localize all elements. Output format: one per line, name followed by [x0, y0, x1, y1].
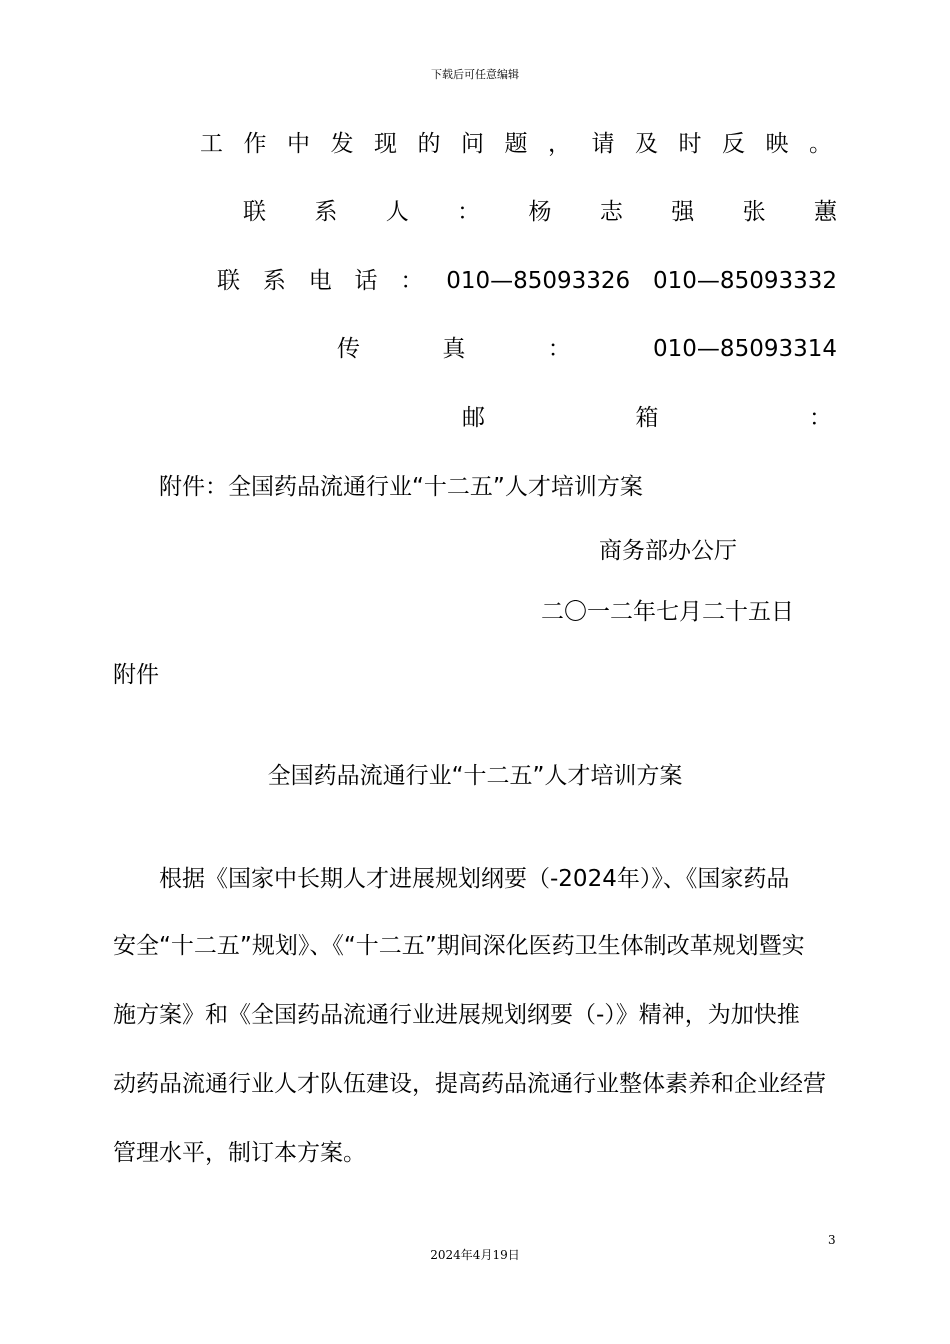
- label-char: ：: [457, 199, 481, 225]
- phone-number: 010—85093326: [446, 268, 631, 294]
- char: 问: [461, 131, 484, 157]
- label-char: 传: [337, 336, 360, 362]
- name-char: 强: [671, 199, 695, 225]
- label-char: 箱: [635, 405, 659, 431]
- phone-number: 010—85093332: [653, 268, 837, 294]
- signature-office: 商务部办公厅: [599, 538, 737, 564]
- notice-line: [200, 128, 832, 160]
- label-char: ：: [400, 268, 424, 294]
- label-char: ：: [809, 405, 832, 431]
- name-char: 杨: [528, 199, 552, 225]
- char: 题: [504, 131, 528, 157]
- char: 作: [243, 131, 267, 157]
- body-line: 施方案》和《全国药品流通行业进展规划纲要（-）》精神，为加快推: [113, 1002, 800, 1028]
- page-number: 3: [828, 1233, 836, 1247]
- label-char: 联: [243, 199, 266, 225]
- body-line: 根据《国家中长期人才进展规划纲要（-2024年）》、《国家药品: [159, 866, 790, 892]
- label-char: 电: [308, 268, 332, 294]
- label-char: 话: [354, 268, 378, 294]
- char: 反: [722, 131, 745, 157]
- char: 。: [809, 131, 832, 157]
- label-char: 人: [385, 199, 409, 225]
- body-line: 安全“十二五”规划》、《“十二五”期间深化医药卫生体制改革规划暨实: [113, 933, 805, 959]
- body-line: 动药品流通行业人才队伍建设，提高药品流通行业整体素养和企业经营: [113, 1071, 826, 1097]
- char: ，: [548, 131, 571, 157]
- signature-date: 二〇一二年七月二十五日: [541, 599, 794, 625]
- footer-date: 2024年4月19日: [430, 1248, 520, 1262]
- name-char: 蕙: [814, 199, 837, 225]
- fax-number: 010—85093314: [653, 336, 837, 362]
- name-char: 志: [599, 199, 623, 225]
- char: 工: [200, 131, 223, 157]
- char: 的: [417, 131, 441, 157]
- attachment-heading: 附件: [113, 662, 159, 688]
- label-char: 真: [442, 336, 466, 362]
- label-char: 系: [314, 199, 338, 225]
- contact-phone-line: [217, 265, 837, 297]
- contact-email-line: [462, 402, 832, 434]
- char: 请: [591, 131, 615, 157]
- label-char: 联: [217, 268, 240, 294]
- char: 中: [287, 131, 310, 157]
- label-char: ：: [547, 336, 571, 362]
- attachment-line: 附件：全国药品流通行业“十二五”人才培训方案: [159, 474, 643, 500]
- header-note: 下载后可任意编辑: [431, 68, 519, 81]
- char: 发: [330, 131, 354, 157]
- label-char: 系: [262, 268, 286, 294]
- contact-person-line: [243, 196, 837, 228]
- doc-title: 全国药品流通行业“十二五”人才培训方案: [267, 763, 683, 789]
- char: 映: [765, 131, 789, 157]
- contact-fax-line: [337, 333, 837, 365]
- char: 现: [374, 131, 397, 157]
- label-char: 邮: [462, 405, 485, 431]
- body-line: 管理水平，制订本方案。: [113, 1140, 366, 1166]
- char: 时: [678, 131, 702, 157]
- char: 及: [635, 131, 658, 157]
- name-char: 张: [742, 199, 766, 225]
